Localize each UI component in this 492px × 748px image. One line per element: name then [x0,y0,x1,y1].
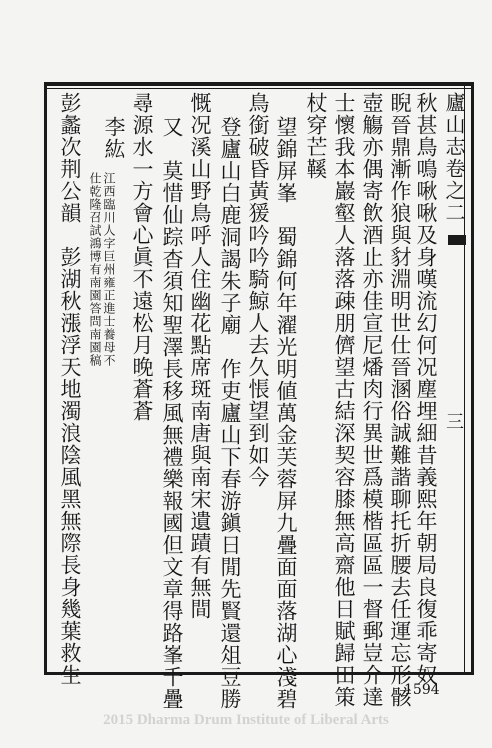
watermark: 2015 Dharma Drum Institute of Liberal Arts [103,712,389,728]
text-column-7: 鳥銜破昏黃猨吟吟騎鯨人去久悵望到如今 [246,92,270,488]
text-column-9: 慨况溪山野鳥呼人住幽花點席斑南唐與南宋遺蹟有無間 [188,92,212,620]
text-column-4: 士懷我本巖壑人落落疎朋儕望古結深契容膝無高齋他日賦歸田策 [332,92,356,708]
text-column-1: 秋甚鳥鳴啾啾及身嘆流幻何况塵埋細昔義熙年朝局良復乖寄奴 [414,92,438,686]
frame-top-rule [44,82,474,86]
margin-book-title: 廬山志卷之二 [442,92,466,224]
frame-top-thin-rule [44,88,474,89]
text-column-10: 又 莫惜仙踪杳須知聖澤長移風無禮樂報國但文章得路峯千疊 [160,116,184,710]
text-column-12-author: 李紘 [102,116,126,160]
frame-right-rule [471,82,474,675]
text-column-6: 望錦屏峯 蜀錦何年濯光明値萬金芙蓉屏九疊面面落湖心淺碧 [274,116,298,710]
text-column-2: 睨晉鼎漸作狼與豺淵明世仕晉溷俗誠難諧聊托折腰去任運忘形骸 [388,92,412,708]
text-column-11: 尋源水一方會心眞不遠松月晚蒼蒼 [130,92,154,422]
text-column-5: 杖穿芒鞵 [304,92,328,180]
frame-left-rule [44,82,47,675]
margin-page-mark: 三 [443,412,464,432]
page-number: 1594 [404,682,440,698]
text-column-13: 彭蠡次荆公韻 彭湖秋漲浮天地濁浪陰風黑無際長身幾葉救生 [58,92,82,686]
author-note-line-1: 江西臨川人字巨州雍正進士養母不 [102,172,116,367]
fishtail-marker [448,235,466,245]
text-column-8: 登廬山白鹿洞謁朱子廟 作吏廬山下春游鎭日閒先賢還俎豆勝 [218,116,242,710]
author-note-line-2: 仕乾隆召試鴻博有南園答問南園稿 [88,172,102,367]
text-column-3: 壺觴亦偶寄飲酒止亦佳宣尼燔肉行異世爲模楷區區一督郵豈介達 [360,92,384,708]
